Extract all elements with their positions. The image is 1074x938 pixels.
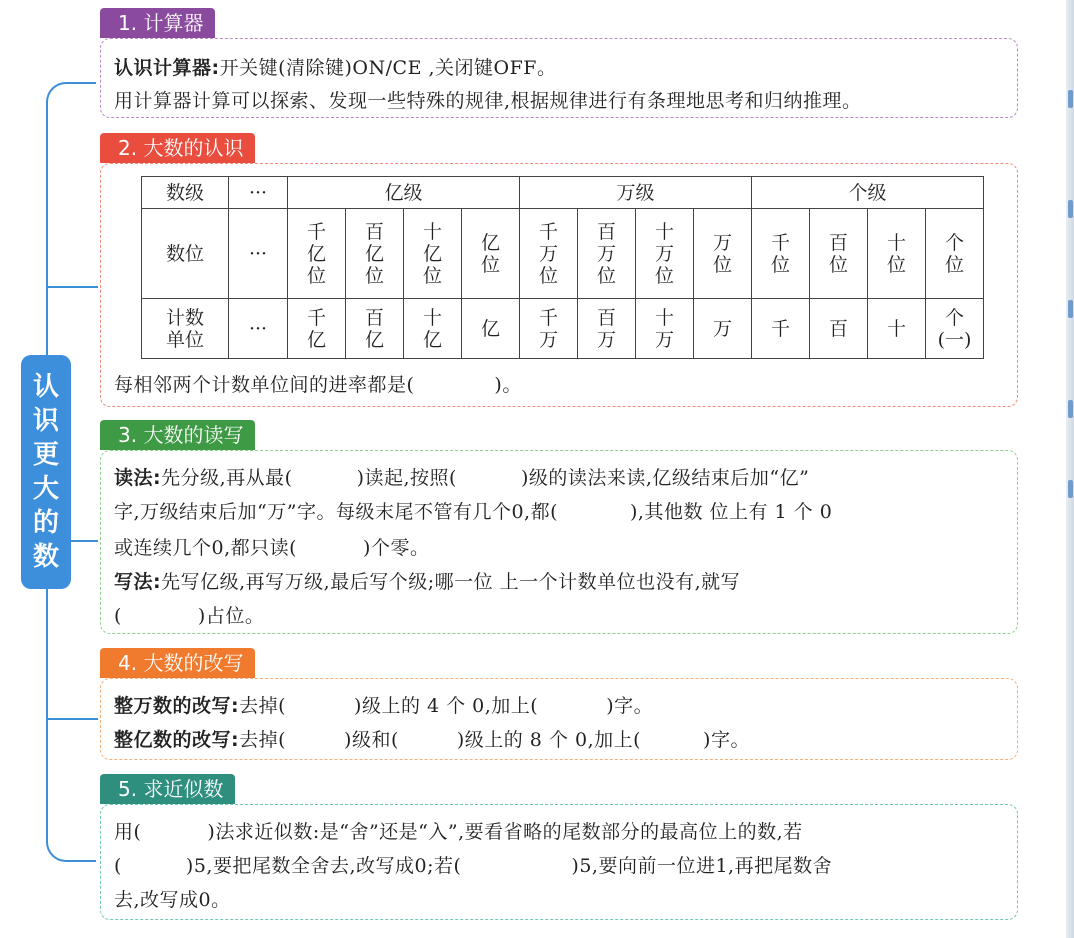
calculator-line-1: 认识计算器:开关键(清除键)ON/CE ,关闭键OFF。 bbox=[114, 57, 557, 79]
place-cell: 十 位 bbox=[868, 209, 926, 299]
reading-rule-line-3: 或连续几个0,都只读( )个零。 bbox=[114, 537, 430, 559]
ratio-question: 每相邻两个计数单位间的进率都是( )。 bbox=[114, 374, 522, 396]
unit-cell: 亿 bbox=[462, 299, 520, 359]
group-label: 亿级 bbox=[288, 177, 520, 209]
place-cell: 亿 位 bbox=[462, 209, 520, 299]
place-cell: 千 万 位 bbox=[520, 209, 578, 299]
section-box-rewrite bbox=[100, 678, 1018, 760]
place-cell: 个 位 bbox=[926, 209, 984, 299]
writing-rule-line-1: 写法:先写亿级,再写万级,最后写个级;哪一位 上一个计数单位也没有,就写 bbox=[114, 571, 741, 593]
place-cell: 十 万 位 bbox=[636, 209, 694, 299]
section-box-approximation bbox=[100, 804, 1018, 920]
place-cell: 千 亿 位 bbox=[288, 209, 346, 299]
unit-cell: 十 bbox=[868, 299, 926, 359]
place-cell: 十 亿 位 bbox=[404, 209, 462, 299]
section-box-big-numbers bbox=[100, 163, 1018, 407]
calculator-line-2: 用计算器计算可以探索、发现一些特殊的规律,根据规律进行有条理地思考和归纳推理。 bbox=[114, 90, 862, 112]
row-label: 数级 bbox=[142, 177, 229, 209]
ellipsis: ··· bbox=[229, 177, 288, 209]
section-box-read-write bbox=[100, 450, 1018, 634]
approx-line-3: 去,改写成0。 bbox=[114, 889, 231, 911]
side-title: 认 识 更 大 的 数 bbox=[21, 355, 71, 589]
section-tab-read-write: 3. 大数的读写 bbox=[100, 420, 255, 450]
section-box-calculator bbox=[100, 38, 1018, 118]
reading-rule-line-1: 读法:先分级,再从最( )读起,按照( )级的读法来读,亿级结束后加“亿” bbox=[114, 467, 810, 489]
unit-cell: 千 亿 bbox=[288, 299, 346, 359]
connector-line bbox=[46, 286, 98, 288]
unit-cell: 十 万 bbox=[636, 299, 694, 359]
place-cell: 百 位 bbox=[810, 209, 868, 299]
group-label: 万级 bbox=[520, 177, 752, 209]
unit-cell: 百 bbox=[810, 299, 868, 359]
place-value-table bbox=[141, 176, 984, 359]
row-label: 数位 bbox=[142, 209, 229, 299]
unit-cell: 千 万 bbox=[520, 299, 578, 359]
unit-cell: 十 亿 bbox=[404, 299, 462, 359]
ellipsis: ··· bbox=[229, 299, 288, 359]
section-tab-big-numbers: 2. 大数的认识 bbox=[100, 133, 255, 163]
unit-cell: 千 bbox=[752, 299, 810, 359]
reading-rule-line-2: 字,万级结束后加“万”字。每级末尾不管有几个0,都( ),其他数 位上有 1 个 0 bbox=[114, 501, 833, 523]
unit-cell: 万 bbox=[694, 299, 752, 359]
section-tab-approximation: 5. 求近似数 bbox=[100, 774, 235, 804]
place-cell: 千 位 bbox=[752, 209, 810, 299]
connector-line bbox=[46, 718, 98, 720]
approx-line-2: ( )5,要把尾数全舍去,改写成0;若( )5,要向前一位进1,再把尾数舍 bbox=[114, 855, 833, 877]
ellipsis: ··· bbox=[229, 209, 288, 299]
place-cell: 万 位 bbox=[694, 209, 752, 299]
unit-cell: 百 亿 bbox=[346, 299, 404, 359]
place-cell: 百 亿 位 bbox=[346, 209, 404, 299]
approx-line-1: 用( )法求近似数:是“舍”还是“入”,要看省略的尾数部分的最高位上的数,若 bbox=[114, 821, 803, 843]
page-edge-strip bbox=[1066, 0, 1074, 938]
section-tab-calculator: 1. 计算器 bbox=[100, 8, 215, 38]
rewrite-yi-line: 整亿数的改写:去掉( )级和( )级上的 8 个 0,加上( )字。 bbox=[114, 729, 750, 751]
writing-rule-line-2: ( )占位。 bbox=[114, 605, 265, 627]
section-tab-rewrite: 4. 大数的改写 bbox=[100, 648, 255, 678]
place-cell: 百 万 位 bbox=[578, 209, 636, 299]
rewrite-wan-line: 整万数的改写:去掉( )级上的 4 个 0,加上( )字。 bbox=[114, 695, 654, 717]
group-label: 个级 bbox=[752, 177, 984, 209]
row-label: 计数 单位 bbox=[142, 299, 229, 359]
unit-cell: 个 (一) bbox=[926, 299, 984, 359]
unit-cell: 百 万 bbox=[578, 299, 636, 359]
